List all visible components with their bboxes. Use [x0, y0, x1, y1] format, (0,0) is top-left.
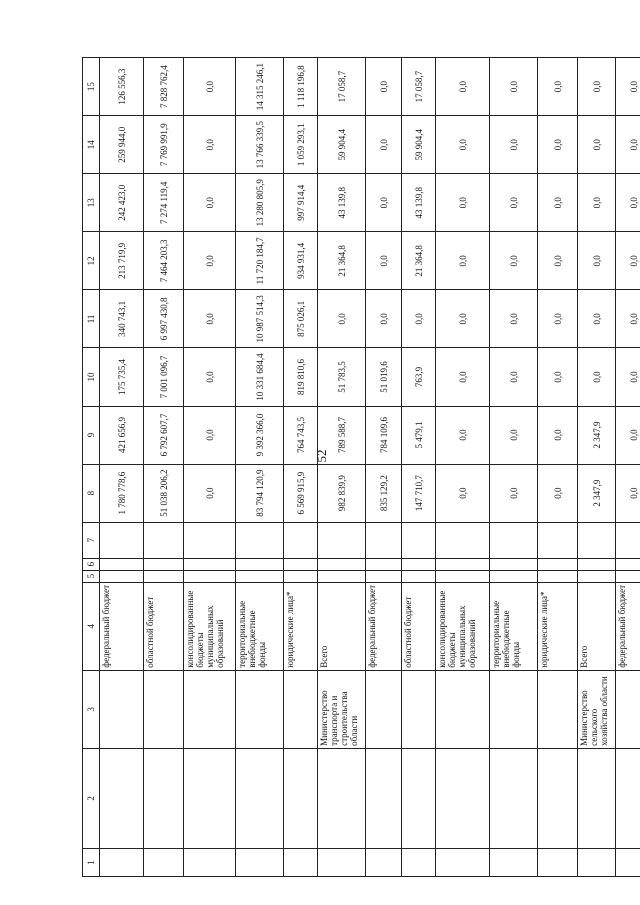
- header-cell: 8: [83, 464, 100, 522]
- amount-cell: 7 001 096,7: [144, 348, 184, 406]
- amount-cell: 0,0: [366, 116, 402, 174]
- col2-cell: [236, 748, 284, 848]
- amount-cell: 213 719,9: [100, 232, 144, 290]
- col7-cell: [538, 522, 578, 558]
- col2-cell: [578, 748, 616, 848]
- col1-cell: [144, 848, 184, 876]
- amount-cell: 789 588,7: [318, 406, 366, 464]
- col6-cell: [402, 558, 436, 570]
- amount-cell: 0,0: [436, 116, 490, 174]
- amount-cell: 5 479,1: [402, 406, 436, 464]
- amount-cell: 0,0: [366, 290, 402, 348]
- header-cell: 11: [83, 290, 100, 348]
- amount-cell: 51 783,5: [318, 348, 366, 406]
- col1-cell: [318, 848, 366, 876]
- amount-cell: 0,0: [538, 348, 578, 406]
- amount-cell: 0,0: [184, 406, 236, 464]
- amount-cell: 0,0: [490, 348, 538, 406]
- col2-cell: [184, 748, 236, 848]
- amount-cell: 934 931,4: [284, 232, 318, 290]
- funding-source-cell: территориальные внебюджетные фонды: [236, 582, 284, 670]
- col7-cell: [578, 522, 616, 558]
- amount-cell: 126 556,3: [100, 58, 144, 116]
- amount-cell: 59 904,4: [402, 116, 436, 174]
- amount-cell: 51 019,6: [366, 348, 402, 406]
- amount-cell: 0,0: [490, 58, 538, 116]
- col2-cell: [616, 748, 640, 848]
- col6-cell: [318, 558, 366, 570]
- header-cell: 7: [83, 522, 100, 558]
- agency-cell: [402, 670, 436, 748]
- amount-cell: 0,0: [490, 116, 538, 174]
- col5-cell: [144, 570, 184, 582]
- amount-cell: 59 904,4: [318, 116, 366, 174]
- amount-cell: 21 364,8: [402, 232, 436, 290]
- amount-cell: 7 464 203,3: [144, 232, 184, 290]
- header-cell: 1: [83, 848, 100, 876]
- amount-cell: 0,0: [366, 58, 402, 116]
- amount-cell: 0,0: [490, 464, 538, 522]
- header-cell: 4: [83, 582, 100, 670]
- amount-cell: 43 139,8: [318, 174, 366, 232]
- header-cell: 2: [83, 748, 100, 848]
- amount-cell: 11 720 184,7: [236, 232, 284, 290]
- col5-cell: [100, 570, 144, 582]
- amount-cell: 875 026,1: [284, 290, 318, 348]
- col6-cell: [366, 558, 402, 570]
- amount-cell: 982 839,9: [318, 464, 366, 522]
- col6-cell: [144, 558, 184, 570]
- agency-cell: [184, 670, 236, 748]
- amount-cell: 0,0: [616, 290, 640, 348]
- header-cell: 13: [83, 174, 100, 232]
- funding-source-cell: федеральный бюджет: [366, 582, 402, 670]
- col2-cell: [366, 748, 402, 848]
- amount-cell: 10 331 684,4: [236, 348, 284, 406]
- col6-cell: [578, 558, 616, 570]
- amount-cell: 0,0: [578, 232, 616, 290]
- amount-cell: 0,0: [436, 290, 490, 348]
- col1-cell: [490, 848, 538, 876]
- amount-cell: 0,0: [616, 464, 640, 522]
- funding-source-cell: областной бюджет: [144, 582, 184, 670]
- amount-cell: 2 347,9: [578, 406, 616, 464]
- amount-cell: 0,0: [538, 58, 578, 116]
- col5-cell: [616, 570, 640, 582]
- agency-cell: [490, 670, 538, 748]
- col5-cell: [436, 570, 490, 582]
- table-row: [366, 58, 402, 877]
- funding-source-cell: консолидированные бюджеты муниципальных образований: [436, 582, 490, 670]
- header-cell: 5: [83, 570, 100, 582]
- header-cell: 15: [83, 58, 100, 116]
- col6-cell: [284, 558, 318, 570]
- amount-cell: 83 794 120,9: [236, 464, 284, 522]
- col2-cell: [436, 748, 490, 848]
- col1-cell: [284, 848, 318, 876]
- amount-cell: 9 392 366,0: [236, 406, 284, 464]
- amount-cell: 0,0: [184, 116, 236, 174]
- col5-cell: [284, 570, 318, 582]
- col7-cell: [436, 522, 490, 558]
- table-rotated-container: [82, 57, 639, 877]
- col1-cell: [184, 848, 236, 876]
- col1-cell: [236, 848, 284, 876]
- amount-cell: 0,0: [490, 232, 538, 290]
- amount-cell: 0,0: [616, 232, 640, 290]
- col7-cell: [236, 522, 284, 558]
- amount-cell: 1 059 293,1: [284, 116, 318, 174]
- amount-cell: 0,0: [184, 348, 236, 406]
- col1-cell: [402, 848, 436, 876]
- col1-cell: [538, 848, 578, 876]
- amount-cell: 259 944,0: [100, 116, 144, 174]
- amount-cell: 0,0: [184, 290, 236, 348]
- amount-cell: 0,0: [402, 290, 436, 348]
- col5-cell: [318, 570, 366, 582]
- amount-cell: 0,0: [490, 174, 538, 232]
- amount-cell: 784 109,6: [366, 406, 402, 464]
- amount-cell: 1 780 778,6: [100, 464, 144, 522]
- agency-cell: [366, 670, 402, 748]
- col7-cell: [616, 522, 640, 558]
- amount-cell: 13 280 805,9: [236, 174, 284, 232]
- amount-cell: 6 997 430,8: [144, 290, 184, 348]
- page-number: 52: [314, 449, 329, 463]
- amount-cell: 0,0: [318, 290, 366, 348]
- amount-cell: 0,0: [436, 348, 490, 406]
- header-row: [83, 58, 100, 877]
- amount-cell: 13 766 339,5: [236, 116, 284, 174]
- amount-cell: 43 139,8: [402, 174, 436, 232]
- col7-cell: [402, 522, 436, 558]
- table-row: [184, 58, 236, 877]
- col5-cell: [402, 570, 436, 582]
- amount-cell: 0,0: [184, 174, 236, 232]
- amount-cell: 7 274 119,4: [144, 174, 184, 232]
- amount-cell: 0,0: [578, 58, 616, 116]
- amount-cell: 0,0: [616, 348, 640, 406]
- col2-cell: [100, 748, 144, 848]
- amount-cell: 421 656,9: [100, 406, 144, 464]
- amount-cell: 147 710,7: [402, 464, 436, 522]
- col5-cell: [236, 570, 284, 582]
- amount-cell: 0,0: [436, 232, 490, 290]
- header-cell: 6: [83, 558, 100, 570]
- header-cell: 3: [83, 670, 100, 748]
- table-row: [538, 58, 578, 877]
- header-cell: 10: [83, 348, 100, 406]
- amount-cell: 0,0: [616, 58, 640, 116]
- amount-cell: 340 743,1: [100, 290, 144, 348]
- amount-cell: 0,0: [184, 58, 236, 116]
- header-cell: 12: [83, 232, 100, 290]
- amount-cell: 17 058,7: [402, 58, 436, 116]
- table-row: [144, 58, 184, 877]
- amount-cell: 0,0: [578, 290, 616, 348]
- col5-cell: [490, 570, 538, 582]
- col7-cell: [100, 522, 144, 558]
- amount-cell: 242 423,0: [100, 174, 144, 232]
- funding-source-cell: юридические лица*: [538, 582, 578, 670]
- amount-cell: 0,0: [436, 174, 490, 232]
- col6-cell: [100, 558, 144, 570]
- amount-cell: 21 364,8: [318, 232, 366, 290]
- amount-cell: 0,0: [578, 174, 616, 232]
- amount-cell: 0,0: [538, 290, 578, 348]
- col1-cell: [366, 848, 402, 876]
- amount-cell: 764 743,5: [284, 406, 318, 464]
- col1-cell: [436, 848, 490, 876]
- table-row: [236, 58, 284, 877]
- agency-cell: [616, 670, 640, 748]
- amount-cell: 763,9: [402, 348, 436, 406]
- amount-cell: 0,0: [436, 58, 490, 116]
- amount-cell: 17 058,7: [318, 58, 366, 116]
- amount-cell: 10 987 514,3: [236, 290, 284, 348]
- amount-cell: 835 129,2: [366, 464, 402, 522]
- col1-cell: [578, 848, 616, 876]
- amount-cell: 0,0: [490, 290, 538, 348]
- header-cell: 9: [83, 406, 100, 464]
- col7-cell: [144, 522, 184, 558]
- col6-cell: [236, 558, 284, 570]
- table-row: [616, 58, 640, 877]
- amount-cell: 0,0: [616, 116, 640, 174]
- col1-cell: [616, 848, 640, 876]
- agency-cell: Министерство транспорта и строительства области: [318, 670, 366, 748]
- col7-cell: [284, 522, 318, 558]
- amount-cell: 6 792 607,7: [144, 406, 184, 464]
- header-cell: 14: [83, 116, 100, 174]
- amount-cell: 0,0: [616, 406, 640, 464]
- table-row: [318, 58, 366, 877]
- table-row: [490, 58, 538, 877]
- amount-cell: 0,0: [538, 406, 578, 464]
- col2-cell: [144, 748, 184, 848]
- amount-cell: 0,0: [436, 406, 490, 464]
- col5-cell: [538, 570, 578, 582]
- amount-cell: 0,0: [366, 232, 402, 290]
- col5-cell: [366, 570, 402, 582]
- amount-cell: 0,0: [578, 116, 616, 174]
- col6-cell: [538, 558, 578, 570]
- amount-cell: 819 810,6: [284, 348, 318, 406]
- funding-source-cell: областной бюджет: [402, 582, 436, 670]
- col2-cell: [284, 748, 318, 848]
- amount-cell: 0,0: [184, 232, 236, 290]
- col6-cell: [436, 558, 490, 570]
- funding-source-cell: Всего: [578, 582, 616, 670]
- amount-cell: 0,0: [436, 464, 490, 522]
- amount-cell: 0,0: [184, 464, 236, 522]
- funding-source-cell: федеральный бюджет: [100, 582, 144, 670]
- col7-cell: [490, 522, 538, 558]
- amount-cell: 0,0: [538, 116, 578, 174]
- agency-cell: [538, 670, 578, 748]
- col7-cell: [318, 522, 366, 558]
- agency-cell: Министерство сельского хозяйства области: [578, 670, 616, 748]
- col5-cell: [184, 570, 236, 582]
- agency-cell: [144, 670, 184, 748]
- amount-cell: 51 038 206,2: [144, 464, 184, 522]
- amount-cell: 14 315 246,1: [236, 58, 284, 116]
- col2-cell: [402, 748, 436, 848]
- amount-cell: 0,0: [578, 348, 616, 406]
- col6-cell: [184, 558, 236, 570]
- col2-cell: [318, 748, 366, 848]
- funding-source-cell: территориальные внебюджетные фонды: [490, 582, 538, 670]
- amount-cell: 7 769 991,9: [144, 116, 184, 174]
- amount-cell: 6 569 915,9: [284, 464, 318, 522]
- amount-cell: 0,0: [538, 232, 578, 290]
- col6-cell: [616, 558, 640, 570]
- amount-cell: 1 118 196,8: [284, 58, 318, 116]
- table-row: [100, 58, 144, 877]
- amount-cell: 0,0: [490, 406, 538, 464]
- col7-cell: [366, 522, 402, 558]
- amount-cell: 2 347,9: [578, 464, 616, 522]
- amount-cell: 7 828 762,4: [144, 58, 184, 116]
- agency-cell: [436, 670, 490, 748]
- budget-table: [82, 57, 640, 877]
- col7-cell: [184, 522, 236, 558]
- table-row: [284, 58, 318, 877]
- agency-cell: [100, 670, 144, 748]
- table-row: [436, 58, 490, 877]
- agency-cell: [284, 670, 318, 748]
- amount-cell: 0,0: [616, 174, 640, 232]
- funding-source-cell: юридические лица*: [284, 582, 318, 670]
- col6-cell: [490, 558, 538, 570]
- col2-cell: [490, 748, 538, 848]
- amount-cell: 0,0: [538, 464, 578, 522]
- col5-cell: [578, 570, 616, 582]
- amount-cell: 0,0: [366, 174, 402, 232]
- table-row: [402, 58, 436, 877]
- col1-cell: [100, 848, 144, 876]
- funding-source-cell: федеральный бюджет: [616, 582, 640, 670]
- col2-cell: [538, 748, 578, 848]
- agency-cell: [236, 670, 284, 748]
- funding-source-cell: консолидированные бюджеты муниципальных образований: [184, 582, 236, 670]
- table-row: [578, 58, 616, 877]
- amount-cell: 175 735,4: [100, 348, 144, 406]
- funding-source-cell: Всего: [318, 582, 366, 670]
- amount-cell: 997 914,4: [284, 174, 318, 232]
- amount-cell: 0,0: [538, 174, 578, 232]
